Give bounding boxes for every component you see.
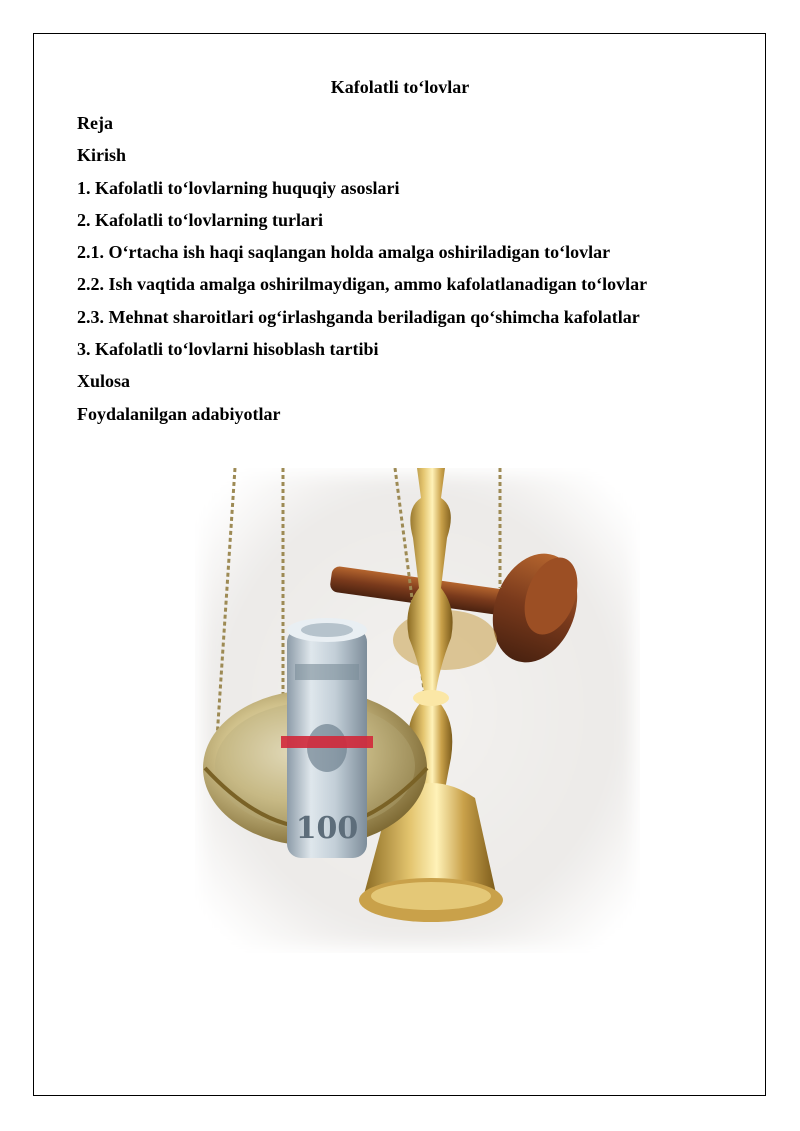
rubber-band <box>281 736 373 748</box>
toc-item-2-1: 2.1. O‘rtacha ish haqi saqlangan holda amalga oshiriladigan to‘lovlar <box>77 242 611 263</box>
banknote-denomination: 100 <box>295 811 359 846</box>
toc-item-conclusion: Xulosa <box>77 371 131 392</box>
table-of-contents <box>77 107 647 430</box>
toc-item-plan: Reja <box>77 113 113 133</box>
toc-item-2: 2. Kafolatli to‘lovlarning turlari <box>77 209 323 230</box>
toc-item-3: 3. Kafolatli to‘lovlarni hisoblash tartibi <box>77 339 379 360</box>
toc-item-1: 1. Kafolatli to‘lovlarning huquqiy asoslari <box>77 177 400 198</box>
toc-item-introduction: Kirish <box>77 145 127 166</box>
toc-item-references: Foydalanilgan adabiyotlar <box>77 403 281 424</box>
toc-item-2-2: 2.2. Ish vaqtida amalga oshirilmaydigan, ammo kafolatlanadigan to‘lovlar <box>77 274 648 295</box>
justice-scales-illustration <box>195 468 640 953</box>
money-roll <box>281 618 373 858</box>
toc-item-2-3: 2.3. Mehnat sharoitlari og‘irlashganda beriladigan qo‘shimcha kafolatlar <box>77 306 640 327</box>
document-title: Kafolatli to‘lovlar <box>330 77 470 97</box>
justice-scales-image <box>195 468 640 953</box>
